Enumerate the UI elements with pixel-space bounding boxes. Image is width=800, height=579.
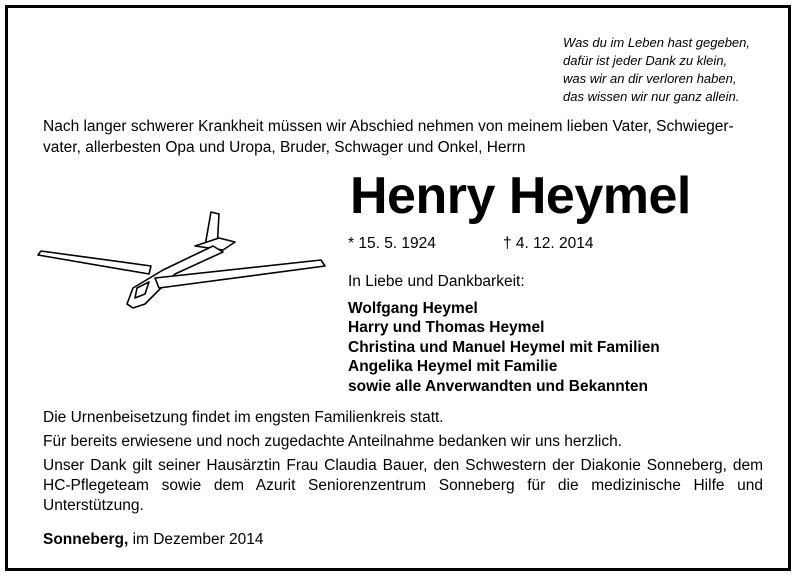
memorial-poem bbox=[563, 34, 750, 106]
closing-text bbox=[43, 408, 763, 520]
death-date: † 4. 12. 2014 bbox=[503, 235, 594, 252]
poem-line: was wir an dir verloren haben, bbox=[563, 71, 737, 86]
family-member: Christina und Manuel Heymel mit Familien bbox=[348, 338, 660, 356]
closing-paragraph: Die Urnenbeisetzung findet im engsten Familienkreis statt. bbox=[43, 409, 444, 426]
poem-line: dafür ist jeder Dank zu klein, bbox=[563, 53, 728, 68]
closing-paragraph: Für bereits erwiesene und noch zugedachte Anteilnahme bedanken wir uns herzlich. bbox=[43, 433, 623, 450]
family-member: Harry und Thomas Heymel bbox=[348, 319, 545, 336]
poem-line: das wissen wir nur ganz allein. bbox=[563, 89, 740, 104]
signoff bbox=[43, 530, 264, 550]
intro-line: vater, allerbesten Opa und Uropa, Bruder, Schwager und Onkel, Herrn bbox=[43, 139, 526, 156]
signoff-date: im Dezember 2014 bbox=[128, 531, 264, 548]
signoff-place: Sonneberg, bbox=[43, 531, 129, 548]
obituary-notice bbox=[5, 5, 791, 571]
family-member: Wolfgang Heymel bbox=[348, 299, 478, 317]
birth-date: * 15. 5. 1924 bbox=[348, 235, 436, 252]
family-member: sowie alle Anverwandten und Bekannten bbox=[348, 377, 649, 395]
intro-text bbox=[43, 116, 763, 158]
closing-paragraph: Unser Dank gilt seiner Hausärztin Frau Claudia Bauer, den Schwestern der Diakonie Sonneberg, dem HC-Pflegeteam sowie dem Azurit Seniorenzentrum Sonneberg für die medizinische Hilfe und Unterstützung. bbox=[43, 457, 763, 514]
glider-plane-icon bbox=[33, 208, 333, 318]
intro-line: Nach langer schwerer Krankheit müssen wir Abschied nehmen von meinem lieben Vater, Schwieger- bbox=[43, 118, 734, 135]
mourners-block bbox=[348, 272, 660, 396]
poem-line: Was du im Leben hast gegeben, bbox=[563, 35, 750, 50]
deceased-name: Henry Heymel bbox=[350, 167, 691, 225]
thanks-line: In Liebe und Dankbarkeit: bbox=[348, 273, 525, 290]
family-member: Angelika Heymel mit Familie bbox=[348, 358, 558, 375]
